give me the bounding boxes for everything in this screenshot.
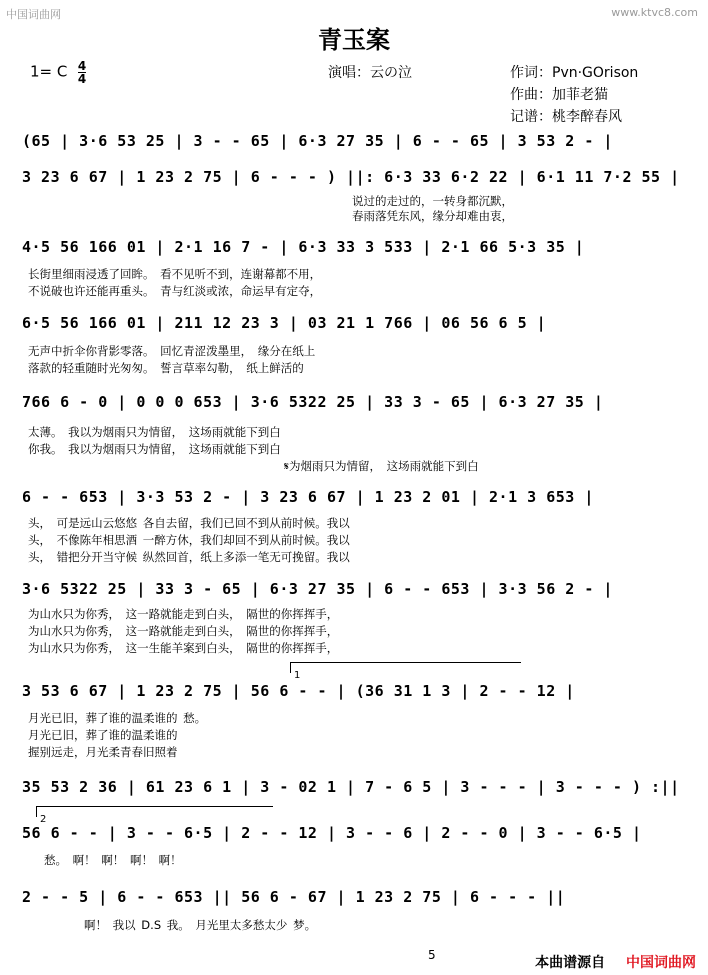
score-line-4-lyric-2: 落款的轻重随时光匆匆。 誓言草率勾勒， 纸上鲜活的 xyxy=(28,361,304,375)
source-credit xyxy=(535,952,696,972)
volta-2-label: 2 xyxy=(40,814,47,825)
score-line-5-lyric-2: 你我。 我以为烟雨只为情留， 这场雨就能下到白 xyxy=(28,442,281,456)
score-line-2-notes: 3 23 6 67 | 1 23 2 75 | 6 - - - ) ||: 6·3 33 6·2 22 | 6·1 11 7·2 55 | xyxy=(22,168,680,186)
song-title: 青玉案 xyxy=(318,25,390,54)
volta-bracket-2 xyxy=(36,806,273,825)
score-line-9-notes: 35 53 2 36 | 61 23 6 1 | 3 - 02 1 | 7 - 6 5 | 3 - - - | 3 - - - ) :|| xyxy=(22,778,680,796)
score-line-5-lyric-3: 𝄋为烟雨只为情留， 这场雨就能下到白 xyxy=(284,459,479,473)
score-line-5-notes: 766 6 - 0 | 0 0 0 653 | 3·6 5322 25 | 33 3 - 65 | 6·3 27 35 | xyxy=(22,393,604,411)
score-line-1-notes: (65 | 3·6 53 25 | 3 - - 65 | 6·3 27 35 | 6 - - 65 | 3 53 2 - | xyxy=(22,132,613,150)
score-line-6-notes: 6 - - 653 | 3·3 53 2 - | 3 23 6 67 | 1 23 2 01 | 2·1 3 653 | xyxy=(22,488,594,506)
score-line-2-lyric-1: 说过的走过的，一转身都沉默， xyxy=(352,194,513,208)
watermark-site-url: www.ktvc8.com xyxy=(611,6,698,19)
time-signature-denominator: 4 xyxy=(77,72,87,86)
lyricist-credit: 作词：Pvn·GOrison xyxy=(510,65,639,81)
score-line-2-lyric-2: 春雨落凭东风，缘分却难由衷， xyxy=(352,209,513,223)
volta-bracket-1 xyxy=(290,662,521,681)
volta-1-label: 1 xyxy=(294,670,301,681)
score-line-8-notes: 3 53 6 67 | 1 23 2 75 | 56 6 - - | (36 31 1 3 | 2 - - 12 | xyxy=(22,682,575,700)
score-line-10-notes: 56 6 - - | 3 - - 6·5 | 2 - - 12 | 3 - - 6 | 2 - - 0 | 3 - - 6·5 | xyxy=(22,824,642,842)
score-line-7-notes: 3·6 5322 25 | 33 3 - 65 | 6·3 27 35 | 6 - - 653 | 3·3 56 2 - | xyxy=(22,580,613,598)
score-line-6-lyric-1: 头， 可是远山云悠悠 各自去留，我们已回不到从前时候。我以 xyxy=(28,516,350,530)
page-number: 5 xyxy=(428,948,436,962)
score-line-8-lyric-2: 月光已旧，葬了谁的温柔谁的 xyxy=(28,728,178,742)
score-line-3-notes: 4·5 56 166 01 | 2·1 16 7 - | 6·3 33 3 533 | 2·1 66 5·3 35 | xyxy=(22,238,585,256)
score-line-7-lyric-2: 为山水只为你秀， 这一路就能走到白头， 隔世的你挥挥手， xyxy=(28,624,339,638)
score-line-6-lyric-2: 头， 不像陈年相思酒 一醉方休，我们却回不到从前时候。我以 xyxy=(28,533,350,547)
time-signature xyxy=(78,60,86,85)
composer-credit: 作曲：加菲老猫 xyxy=(510,87,608,103)
score-line-11-lyric-1: 啊！ 我以 D.S 我。 月光里太多愁太少 梦。 xyxy=(84,918,317,932)
score-line-7-lyric-3: 为山水只为你秀， 这一生能羊案到白头， 隔世的你挥挥手， xyxy=(28,641,339,655)
source-site: 中国词曲网 xyxy=(626,955,696,971)
score-line-3-lyric-2: 不说破也许还能再重头。 青与红淡或浓，命运早有定夺， xyxy=(28,284,322,298)
score-line-8-lyric-3: 握别远走，月光柔青春旧照着 xyxy=(28,745,178,759)
score-line-8-lyric-1: 月光已旧，葬了谁的温柔谁的 愁。 xyxy=(28,711,207,725)
time-signature-numerator: 4 xyxy=(77,59,87,73)
source-label: 本曲谱源自 xyxy=(535,955,606,971)
score-line-4-notes: 6·5 56 166 01 | 211 12 23 3 | 03 21 1 766 | 06 56 6 5 | xyxy=(22,314,547,332)
key-label: 1= C xyxy=(30,62,68,81)
transcriber-credit: 记谱：桃李醉春风 xyxy=(510,109,622,125)
score-line-4-lyric-1: 无声中折伞你背影零落。 回忆青涩泼墨里， 缘分在纸上 xyxy=(28,344,316,358)
key-signature xyxy=(30,60,86,85)
score-line-7-lyric-1: 为山水只为你秀， 这一路就能走到白头， 隔世的你挥挥手， xyxy=(28,607,339,621)
score-line-3-lyric-1: 长街里细雨浸透了回眸。 看不见听不到，连谢幕都不用， xyxy=(28,267,322,281)
singer-credit: 演唱：云の泣 xyxy=(328,65,412,81)
watermark-site-name: 中国词曲网 xyxy=(6,8,61,21)
score-line-10-lyric-1: 愁。 啊！ 啊！ 啊！ 啊！ xyxy=(44,853,182,867)
score-line-5-lyric-1: 太薄。 我以为烟雨只为情留， 这场雨就能下到白 xyxy=(28,425,281,439)
score-line-11-notes: 2 - - 5 | 6 - - 653 || 56 6 - 67 | 1 23 2 75 | 6 - - - || xyxy=(22,888,566,906)
score-line-6-lyric-3: 头， 错把分开当守候 纵然回首，纸上多添一笔无可挽留。我以 xyxy=(28,550,350,564)
